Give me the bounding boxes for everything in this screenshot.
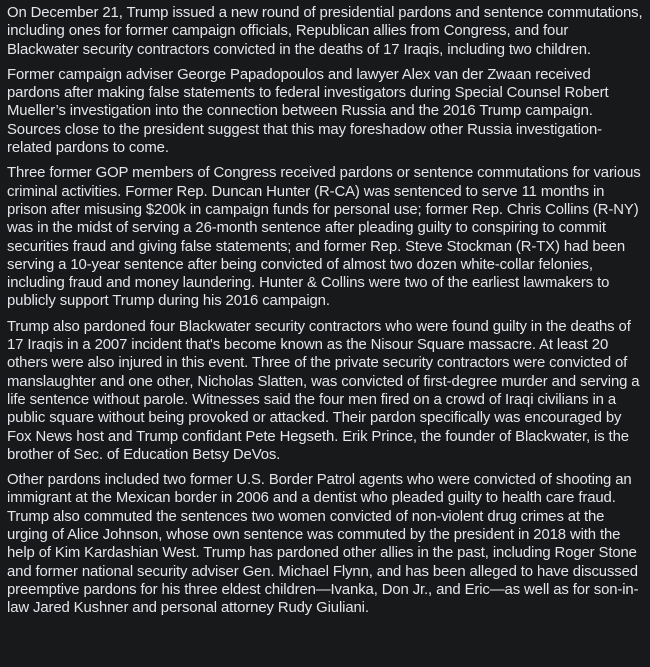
- paragraph-other-pardons: Other pardons included two former U.S. Border Patrol agents who were convicted of shooting an immigrant at the Mexican border in 2006 and a dentist who pleaded guilty to health care fraud. Trump also commuted the sentences two women convicted of non-violent drug crimes at the urging of Alice Johnson, whose own sentence was commuted by the president in 2018 with the help of Kim Kardashian West. Trump has pardoned other allies in the past, including Roger Stone and former national security adviser Gen. Michael Flynn, and has been alleged to have discussed preemptive pardons for his three eldest children—Ivanka, Don Jr., and Eric—as well as for son-in-law Jared Kushner and personal attorney Rudy Giuliani.: [7, 472, 639, 617]
- paragraph-blackwater-contractors: Trump also pardoned four Blackwater security contractors who were found guilty in the deaths of 17 Iraqis in a 2007 incident that's become known as the Nisour Square massacre. At least 20 others were also injured in this event. Three of the private security contractors were convicted of manslaughter and one other, Nicholas Slatten, was convicted of first-degree murder and serving a life sentence without parole. Witnesses said the four men fired on a crowd of Iraqi civilians in a public square without being provoked or attacked. Their pardon specifically was encouraged by Fox News host and Trump confidant Pete Hegseth. Erik Prince, the founder of Blackwater, is the brother of Sec. of Education Betsy DeVos.: [7, 318, 640, 463]
- paragraph-summary: On December 21, Trump issued a new round of presidential pardons and sentence commutations, including ones for former campaign officials, Republican allies from Congress, and four Blackwater security contractors convicted in the deaths of 17 Iraqis, including two children.: [7, 5, 643, 58]
- paragraph-campaign-officials: Former campaign adviser George Papadopoulos and lawyer Alex van der Zwaan received pardons after making false statements to federal investigators during Special Counsel Robert Mueller’s investigation into the connection between Russia and the 2016 Trump campaign. Sources close to the president suggest that this may foreshadow other Russia investigation-related pardons to come.: [7, 66, 609, 157]
- paragraph-congress-members: Three former GOP members of Congress received pardons or sentence commutations for various criminal activities. Former Rep. Duncan Hunter (R-CA) was sentenced to serve 11 months in prison after misusing $200k in campaign funds for personal use; former Rep. Chris Collins (R-NY) was in the midst of serving a 26-month sentence after pleading guilty to conspiring to commit securities fraud and giving false statements; and former Rep. Steve Stockman (R-TX) had been serving a 10-year sentence after being convicted of almost two dozen white-collar felonies, including fraud and money laundering. Hunter & Collins were two of the earliest lawmakers to publicly support Trump during his 2016 campaign.: [7, 165, 641, 310]
